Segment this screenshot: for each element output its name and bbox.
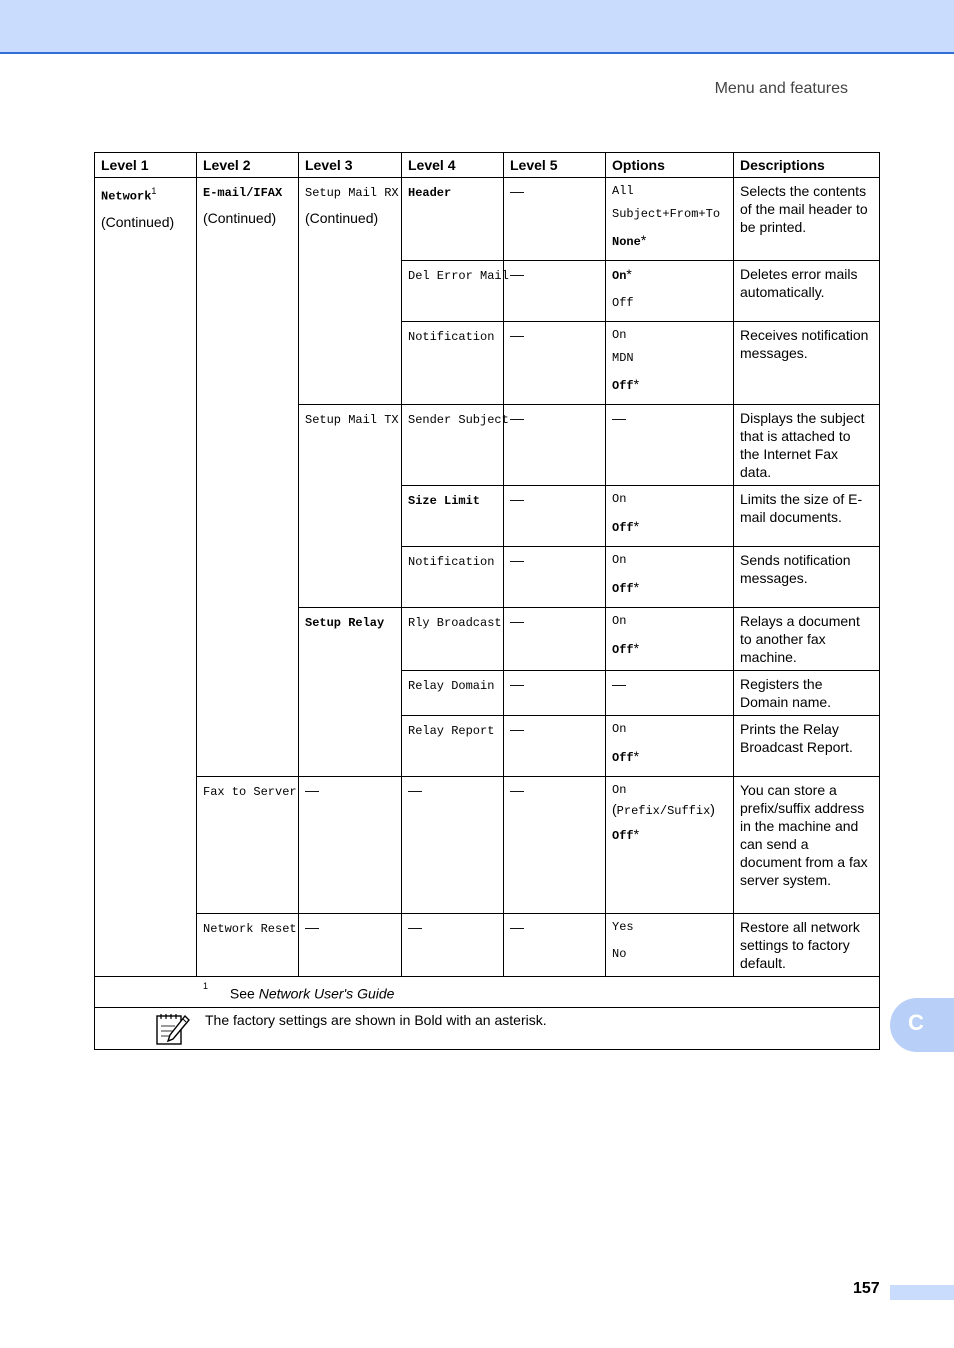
level3-cell xyxy=(299,608,402,777)
option: All xyxy=(612,184,634,198)
level4-cell xyxy=(402,547,504,608)
footnote-cell xyxy=(95,977,880,1008)
option: On xyxy=(612,614,627,628)
level3-label: Setup Mail TX xyxy=(305,413,399,427)
option-default xyxy=(612,265,727,285)
option: On xyxy=(612,328,627,342)
level4-cell: — xyxy=(402,777,504,914)
options-cell xyxy=(606,486,734,547)
option-label: Prefix/Suffix xyxy=(616,804,711,818)
description-cell: Restore all network settings to factory default. xyxy=(734,914,880,977)
description-cell: Displays the subject that is attached to the Internet Fax data. xyxy=(734,405,880,486)
level3-cell xyxy=(299,405,402,608)
option-default xyxy=(612,513,727,542)
level2-cell xyxy=(197,777,299,914)
asterisk: * xyxy=(633,826,640,842)
note-row xyxy=(95,1007,880,1049)
description-cell: Deletes error mails automatically. xyxy=(734,261,880,322)
description-cell: You can store a prefix/suffix address in the machine and can send a document from a fax server system. xyxy=(734,777,880,914)
level1-cell xyxy=(95,178,197,977)
option-label: Off xyxy=(612,582,634,596)
column-header: Level 2 xyxy=(197,153,299,178)
option: MDN xyxy=(612,351,634,365)
level3-label: Setup Mail RX xyxy=(305,186,399,200)
table-row xyxy=(95,178,880,261)
table-header-row xyxy=(95,153,880,178)
asterisk: * xyxy=(633,640,640,656)
level1-label: Network xyxy=(101,189,152,204)
column-header: Descriptions xyxy=(734,153,880,178)
asterisk: * xyxy=(633,748,640,764)
level2-cell xyxy=(197,914,299,977)
option-default xyxy=(612,371,727,400)
description-cell: Registers the Domain name. xyxy=(734,671,880,716)
level5-cell: — xyxy=(504,322,606,405)
chapter-letter: C xyxy=(908,1010,924,1035)
level5-cell: — xyxy=(504,777,606,914)
asterisk: * xyxy=(626,266,632,282)
option: Yes xyxy=(612,920,634,934)
note-cell xyxy=(95,1007,880,1049)
option-label: Off xyxy=(612,751,634,765)
option xyxy=(612,800,727,820)
level5-cell: — xyxy=(504,178,606,261)
level4-label: Relay Domain xyxy=(408,679,495,693)
level3-cell xyxy=(299,178,402,405)
option-default xyxy=(612,743,727,772)
level4-cell xyxy=(402,716,504,777)
option-label: None xyxy=(612,235,641,249)
option: On xyxy=(612,783,627,797)
options-cell xyxy=(606,716,734,777)
footnote-mark: 1 xyxy=(203,981,209,991)
option-default xyxy=(612,635,727,664)
level5-cell: — xyxy=(504,261,606,322)
option-label: Off xyxy=(612,829,634,843)
level2-label: Fax to Server xyxy=(203,785,297,799)
option-label: Off xyxy=(612,379,634,393)
column-header: Level 1 xyxy=(95,153,197,178)
option: On xyxy=(612,553,627,567)
level3-label: Setup Relay xyxy=(305,616,385,630)
level4-label: Relay Report xyxy=(408,724,495,738)
continued-label: (Continued) xyxy=(305,210,379,226)
page-number: 157 xyxy=(853,1280,880,1297)
level4-label: Del Error Mail xyxy=(408,269,509,283)
description-cell: Selects the contents of the mail header to be printed. xyxy=(734,178,880,261)
description-cell: Sends notification messages. xyxy=(734,547,880,608)
options-cell: — xyxy=(606,405,734,486)
asterisk: * xyxy=(640,232,647,248)
option-default xyxy=(612,825,727,845)
level5-cell: — xyxy=(504,486,606,547)
options-cell xyxy=(606,322,734,405)
option-label: Off xyxy=(612,521,634,535)
options-cell xyxy=(606,261,734,322)
table-row xyxy=(95,777,880,914)
level4-label: Size Limit xyxy=(408,494,481,508)
note-text: The factory settings are shown in Bold with an asterisk. xyxy=(205,1011,547,1028)
column-header: Options xyxy=(606,153,734,178)
level4-cell xyxy=(402,261,509,322)
option-default xyxy=(612,227,727,256)
menu-table xyxy=(94,152,880,1050)
level4-label: Sender Subject xyxy=(408,413,509,427)
level5-cell: — xyxy=(504,671,606,716)
paren-open: ( xyxy=(612,801,617,817)
option: On xyxy=(612,722,627,736)
continued-label: (Continued) xyxy=(203,210,277,226)
level4-cell xyxy=(402,671,504,716)
option: No xyxy=(612,947,627,961)
level5-cell: — xyxy=(504,914,606,977)
level2-label: Network Reset xyxy=(203,922,297,936)
option: On xyxy=(612,492,627,506)
level4-cell xyxy=(402,608,504,671)
options-cell xyxy=(606,777,734,914)
options-cell xyxy=(606,914,734,977)
level3-cell: — xyxy=(299,777,402,914)
level4-cell xyxy=(402,322,504,405)
asterisk: * xyxy=(633,518,640,534)
level4-cell xyxy=(402,178,504,261)
option: Off xyxy=(612,296,634,310)
footnote-guide-title: Network User's Guide xyxy=(258,985,395,1002)
level5-cell: — xyxy=(504,716,606,777)
level2-cell xyxy=(197,178,299,777)
chapter-tab xyxy=(890,998,954,1052)
footnote-row xyxy=(95,977,880,1008)
level4-label: Header xyxy=(408,186,452,200)
asterisk: * xyxy=(633,376,640,392)
level4-cell: — xyxy=(402,914,504,977)
level3-cell: — xyxy=(299,914,402,977)
description-cell: Receives notification messages. xyxy=(734,322,880,405)
continued-label: (Continued) xyxy=(101,213,175,230)
table-row xyxy=(95,914,880,977)
level5-cell: — xyxy=(504,608,606,671)
level4-label: Rly Broadcast xyxy=(408,616,502,630)
description-cell: Relays a document to another fax machine. xyxy=(734,608,880,671)
option: Subject+From+To xyxy=(612,207,721,221)
option-default xyxy=(612,574,727,603)
options-cell xyxy=(606,178,734,261)
footnote-mark: 1 xyxy=(151,186,157,196)
asterisk: * xyxy=(633,579,640,595)
level5-cell: — xyxy=(504,405,606,486)
description-cell: Limits the size of E-mail documents. xyxy=(734,486,880,547)
column-header: Level 4 xyxy=(402,153,504,178)
level4-cell xyxy=(402,405,509,486)
note-pencil-icon xyxy=(155,1012,191,1046)
level2-label: E-mail/IFAX xyxy=(203,186,283,200)
option-label: Off xyxy=(612,643,634,657)
options-cell: — xyxy=(606,671,734,716)
section-title: Menu and features xyxy=(714,80,848,97)
options-cell xyxy=(606,547,734,608)
level5-cell: — xyxy=(504,547,606,608)
footnote-prefix: See xyxy=(229,985,259,1002)
level4-cell xyxy=(402,486,504,547)
top-bar xyxy=(0,0,954,54)
option-label: On xyxy=(612,269,627,283)
level4-label: Notification xyxy=(408,330,495,344)
column-header: Level 5 xyxy=(504,153,606,178)
column-header: Level 3 xyxy=(299,153,402,178)
level4-label: Notification xyxy=(408,555,495,569)
options-cell xyxy=(606,608,734,671)
description-cell: Prints the Relay Broadcast Report. xyxy=(734,716,880,777)
paren-close: ) xyxy=(710,801,715,817)
page-bar xyxy=(890,1285,954,1300)
